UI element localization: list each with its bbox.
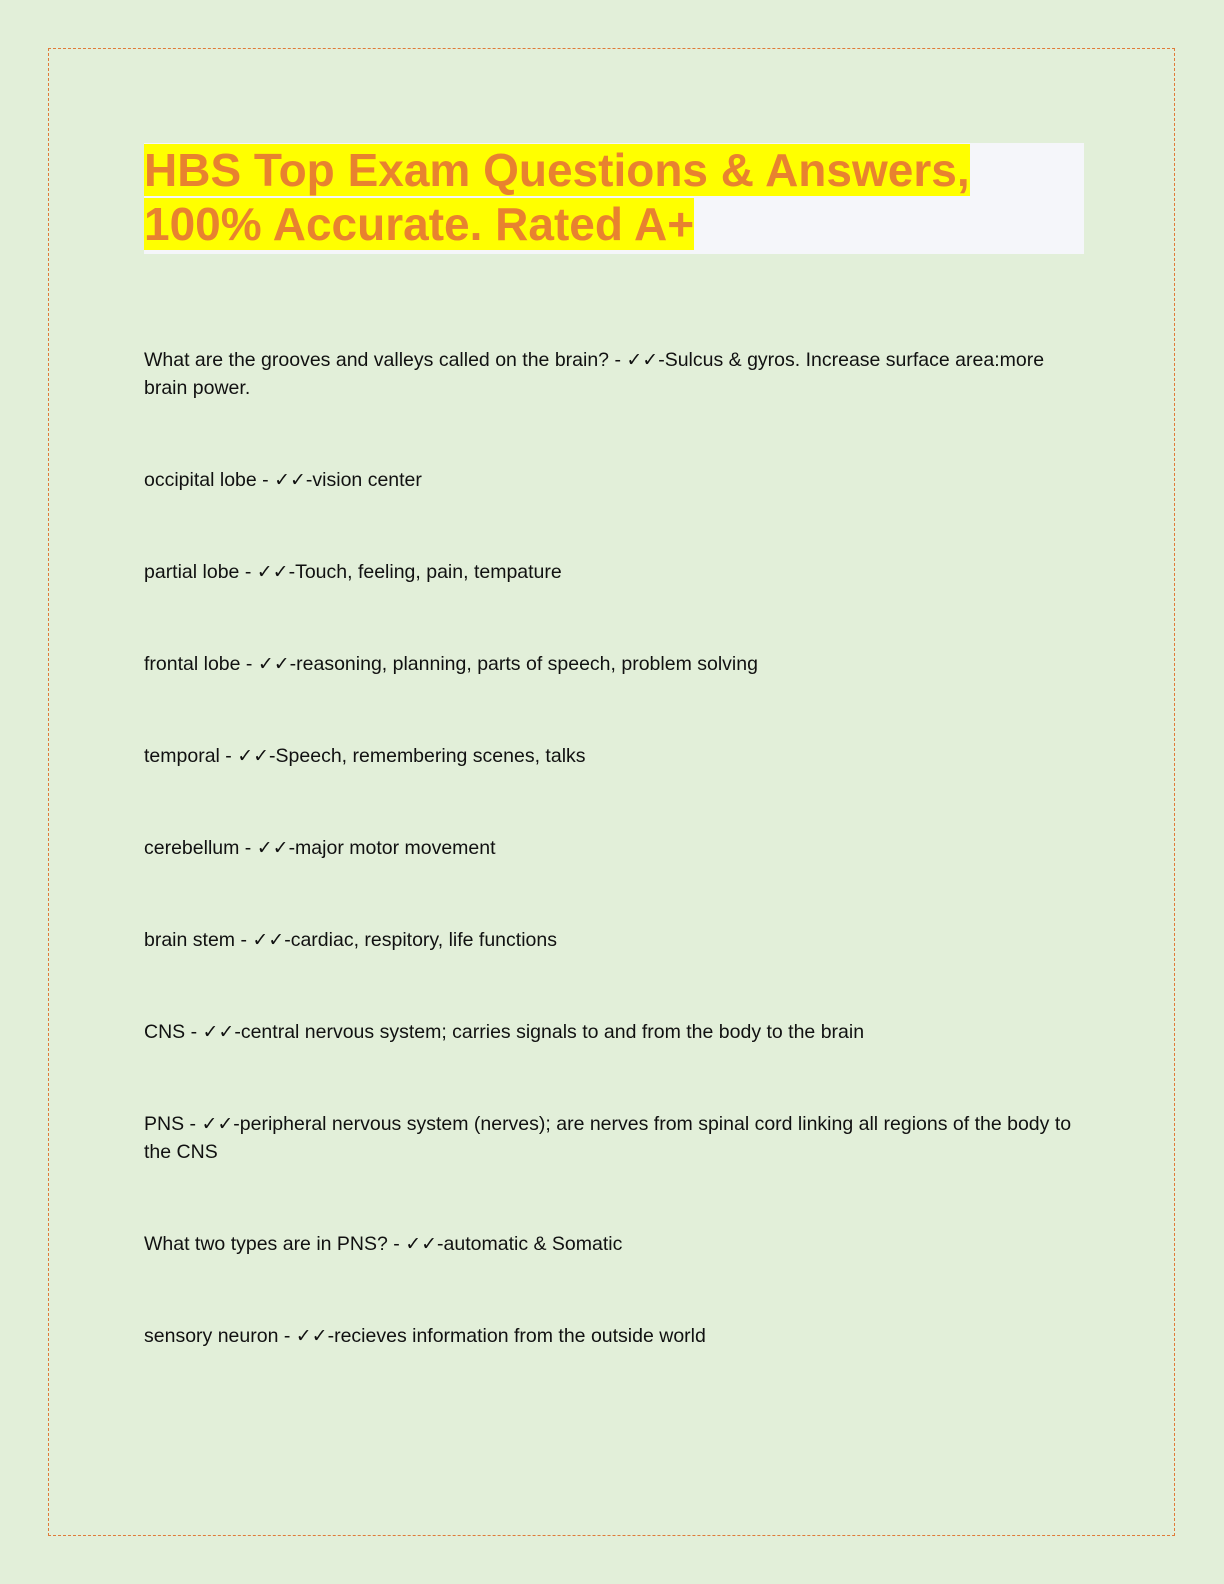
qa-term: PNS - [144, 1113, 202, 1135]
qa-item [144, 742, 1084, 770]
qa-item [144, 558, 1084, 586]
document-title [144, 143, 1084, 251]
qa-term: What are the grooves and valleys called on the brain? - [144, 349, 627, 371]
qa-item [144, 346, 1084, 402]
double-check-icon: ✓✓ [256, 837, 289, 859]
qa-answer: -automatic & Somatic [437, 1233, 623, 1255]
qa-answer: -reasoning, planning, parts of speech, problem solving [289, 653, 758, 675]
qa-term: partial lobe - [144, 561, 257, 583]
double-check-icon: ✓✓ [201, 1113, 234, 1135]
qa-item [144, 1230, 1084, 1258]
qa-answer: -recieves information from the outside world [327, 1325, 706, 1347]
qa-term: occipital lobe - [144, 469, 275, 491]
qa-term: What two types are in PNS? - [144, 1233, 406, 1255]
qa-item [144, 466, 1084, 494]
qa-term: brain stem - [144, 929, 253, 951]
double-check-icon: ✓✓ [257, 653, 290, 675]
double-check-icon: ✓✓ [256, 561, 289, 583]
qa-item [144, 650, 1084, 678]
qa-item [144, 834, 1084, 862]
qa-answer: -central nervous system; carries signals to and from the body to the brain [234, 1021, 865, 1043]
title-line-2: 100% Accurate. Rated A+ [144, 198, 695, 250]
double-check-icon: ✓✓ [274, 469, 306, 491]
title-block [144, 143, 1084, 254]
qa-item [144, 926, 1084, 954]
qa-answer: -Sulcus & gyros. Increase surface area:more brain power. [144, 349, 1045, 399]
double-check-icon: ✓✓ [626, 349, 659, 371]
qa-term: cerebellum - [144, 837, 257, 859]
double-check-icon: ✓✓ [405, 1233, 438, 1255]
qa-term: temporal - [144, 745, 238, 767]
qa-term: frontal lobe - [144, 653, 258, 675]
qa-item [144, 1322, 1084, 1350]
qa-term: sensory neuron - [144, 1325, 296, 1347]
qa-answer: -major motor movement [288, 837, 496, 859]
qa-answer: -Speech, remembering scenes, talks [269, 745, 586, 767]
qa-answer: -Touch, feeling, pain, tempature [288, 561, 562, 583]
double-check-icon: ✓✓ [202, 1021, 235, 1043]
double-check-icon: ✓✓ [237, 745, 270, 767]
qa-answer: -vision center [305, 469, 422, 491]
qa-answer: -cardiac, respitory, life functions [284, 929, 557, 951]
double-check-icon: ✓✓ [295, 1325, 328, 1347]
qa-term: CNS - [144, 1021, 203, 1043]
qa-item [144, 1018, 1084, 1046]
qa-item [144, 1110, 1084, 1166]
qa-answer: -peripheral nervous system (nerves); are nerves from spinal cord linking all regions of the body to the CNS [144, 1113, 1072, 1163]
double-check-icon: ✓✓ [252, 929, 285, 951]
qa-list [144, 346, 1084, 1414]
title-line-1: HBS Top Exam Questions & Answers, [144, 144, 970, 196]
